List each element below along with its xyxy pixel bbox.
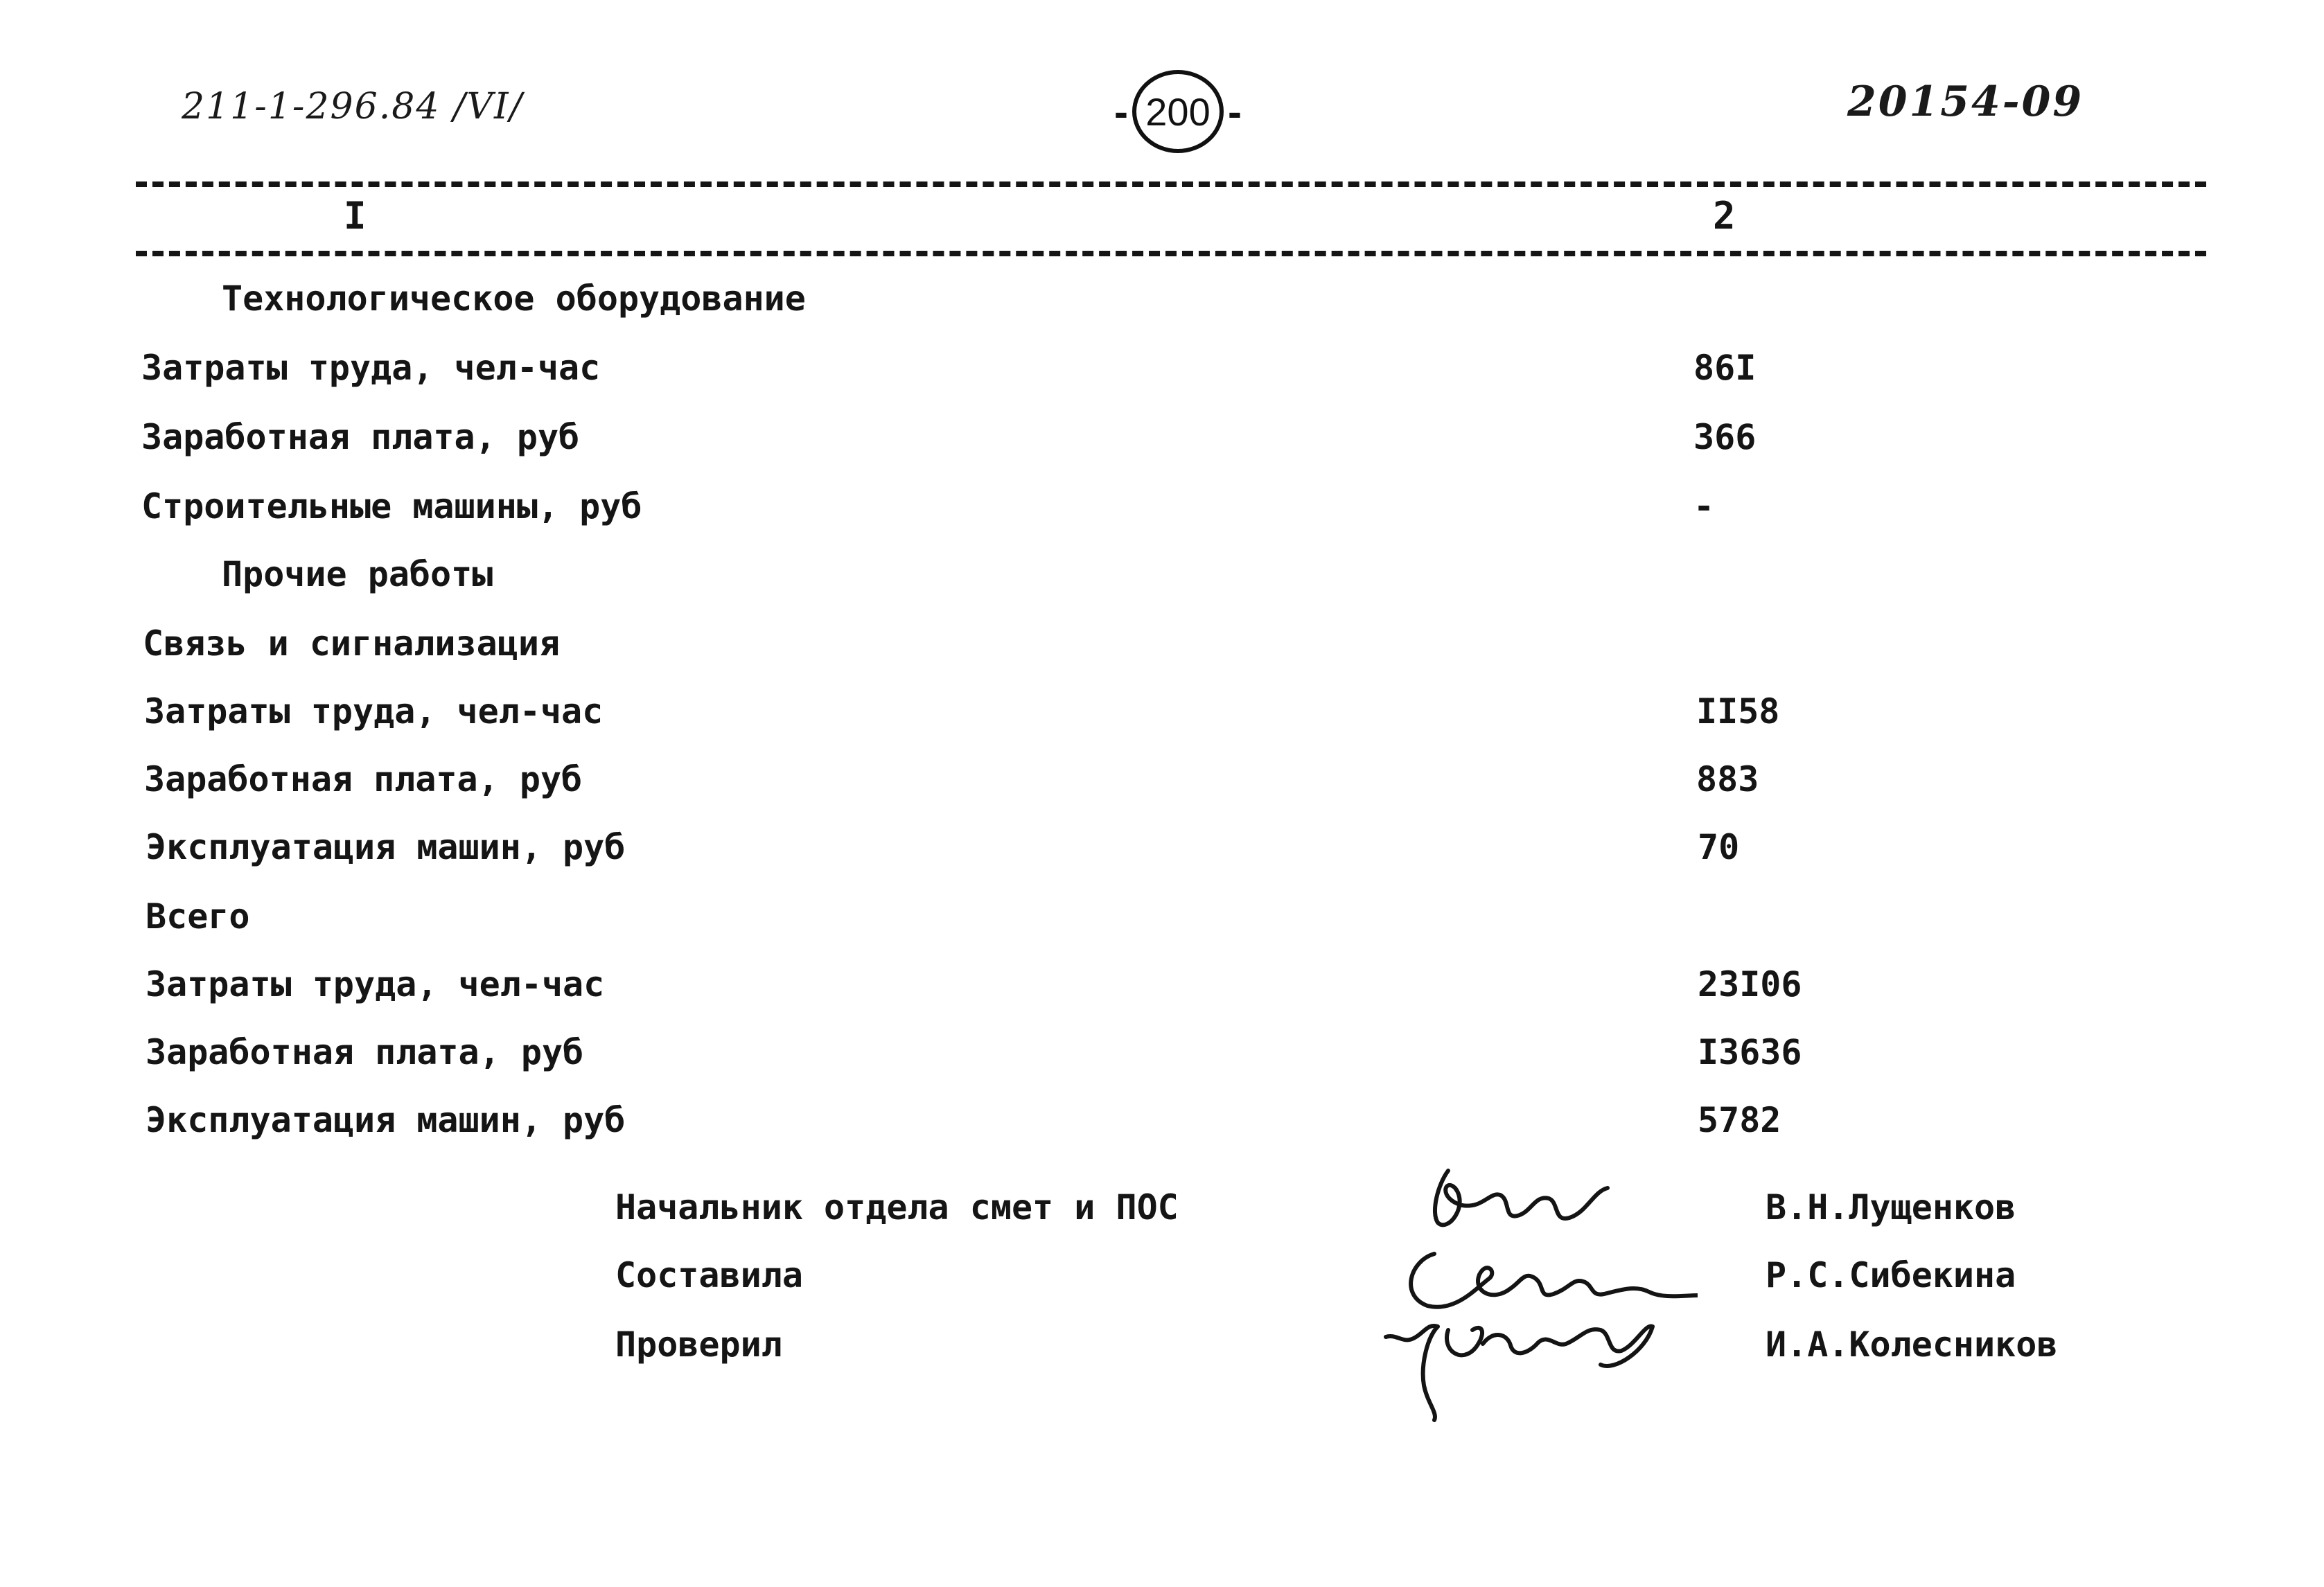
row-label: Заработная плата, руб [141, 417, 580, 457]
signature-1 [1435, 1171, 1608, 1225]
table-top-divider [136, 181, 2206, 187]
signature-title: Составила [615, 1255, 803, 1295]
row-value: II58 [1696, 691, 1780, 732]
column-header-1: I [344, 194, 367, 238]
column-header-2: 2 [1713, 194, 1736, 238]
row-label: Эксплуатация машин, руб [146, 827, 626, 867]
signature-title: Начальник отдела смет и ПОС [615, 1187, 1179, 1227]
row-label: Связь и сигнализация [143, 623, 561, 664]
signature-name: В.Н.Лущенков [1766, 1187, 2016, 1227]
document-code: 211-1-296.84 /VI/ [182, 86, 524, 127]
row-label: Прочие работы [222, 554, 493, 594]
row-label: Всего [146, 896, 250, 937]
row-label: Заработная плата, руб [146, 1032, 584, 1072]
signature-3 [1386, 1326, 1653, 1420]
row-value: I3636 [1698, 1032, 1802, 1072]
row-value: 70 [1698, 827, 1740, 867]
row-label: Технологическое оборудование [222, 278, 806, 319]
row-label: Эксплуатация машин, руб [146, 1100, 626, 1140]
signature-2 [1411, 1254, 1698, 1307]
row-label: Затраты труда, чел-час [141, 348, 601, 388]
table-header-divider [136, 251, 2206, 256]
signature-name: И.А.Колесников [1766, 1324, 2058, 1365]
signature-title: Проверил [615, 1324, 782, 1365]
row-value: 883 [1696, 759, 1759, 799]
row-value: 5782 [1698, 1100, 1781, 1140]
signature-name: Р.С.Сибекина [1766, 1255, 2016, 1295]
document-number: 20154-09 [1847, 78, 2084, 126]
row-label: Затраты труда, чел-час [144, 691, 604, 732]
row-label: Затраты труда, чел-час [146, 964, 605, 1004]
row-value: 86I [1693, 348, 1757, 388]
page-number: - 200 - [1095, 67, 1261, 157]
row-label: Заработная плата, руб [144, 759, 583, 799]
page-number-circle: 200 [1132, 70, 1224, 153]
row-label: Строительные машины, руб [141, 486, 642, 526]
row-value: - [1693, 486, 1715, 526]
row-value: 23I06 [1698, 964, 1802, 1004]
handwritten-signatures [1372, 1157, 1698, 1427]
row-value: 366 [1693, 417, 1757, 457]
